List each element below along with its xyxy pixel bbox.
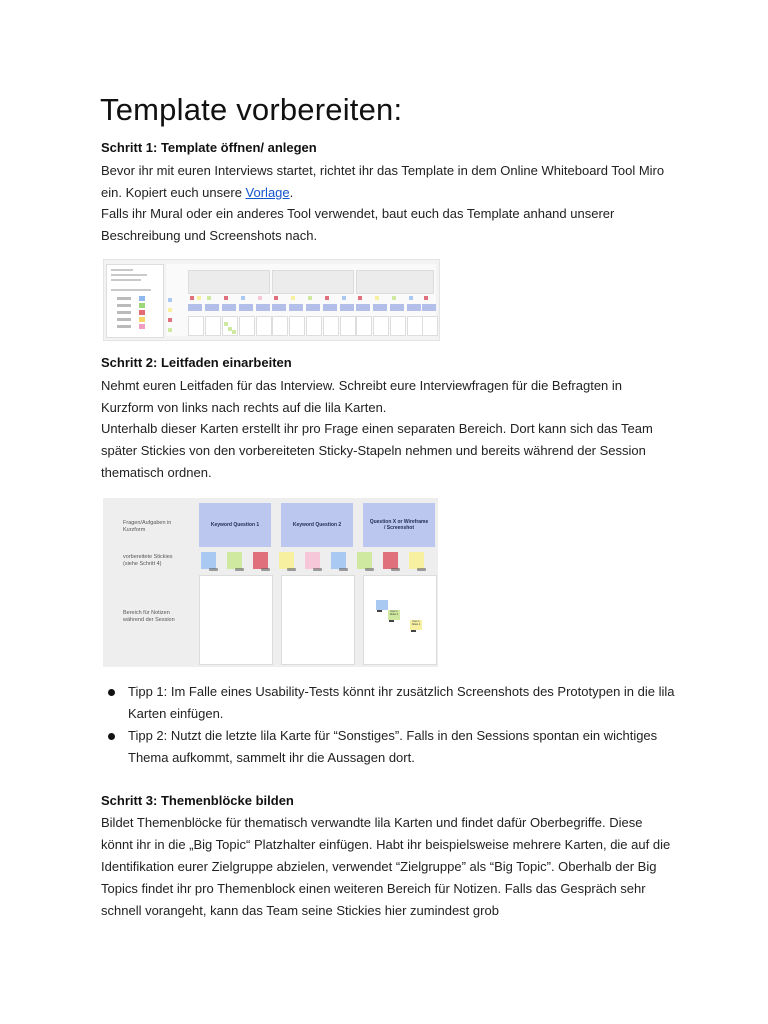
step1-text-b: . [289, 185, 294, 200]
step2-paragraph-1: Nehmt euren Leitfaden für das Interview. Schreibt eure Interviewfragen für die Befragten in Kurzform von links nach rechts auf die lila Karten. [101, 378, 623, 415]
notes-area-1 [199, 575, 273, 665]
row-label-notes: Bereich für Notizen während der Session [123, 610, 175, 623]
template-link[interactable]: Vorlage [245, 185, 290, 200]
list-item: Tipp 1: Im Falle eines Usability-Tests könnt ihr zusätzlich Screenshots des Prototypen in die lila Karten einfügen. [101, 681, 676, 725]
list-item: Tipp 2: Nutzt die letzte lila Karte für “Sonstiges”. Falls in den Sessions spontan ein wichtiges Thema aufkommt, sammelt ihr die Aussagen dort. [101, 725, 676, 769]
mini-sticky: User 1 Notes 1 [410, 620, 422, 630]
screenshot-sidebar [106, 264, 164, 338]
screenshot-board [166, 264, 436, 336]
template-screenshot-detail [103, 498, 438, 667]
sticky-stack [253, 552, 268, 569]
step3-paragraph-1: Bildet Themenblöcke für thematisch verwandte lila Karten und findet dafür Oberbegriffe. Diese könnt ihr in die „Big Topic“ Platzhalter einfügen. Habt ihr beispielsweise mehrere Karten, die auf die Identifikation eurer Zielgruppe abzielen, verwendet “Zielgruppe” als “Big Topic”. Oberhalb der Big Topics findet ihr pro Themenblock einen weiteren Bereich für Notizen. Falls das Gespräch sehr schnell vorangeht, kann das Team seine Stickies hier zumindest grob [101, 815, 671, 918]
mini-sticky [376, 600, 388, 610]
question-card-3: Question X or Wireframe / Screenshot [363, 503, 435, 547]
notes-area-2 [281, 575, 355, 665]
notes-area-3 [363, 575, 437, 665]
sticky-stack [279, 552, 294, 569]
bullet-icon [108, 689, 115, 696]
page-title: Template vorbereiten: [100, 92, 403, 127]
step3-heading: Schritt 3: Themenblöcke bilden [101, 793, 294, 808]
bullet-icon [108, 733, 115, 740]
sticky-stack [305, 552, 320, 569]
tips-list [101, 681, 676, 769]
question-card-2: Keyword Question 2 [281, 503, 353, 547]
mini-sticky: User 1 Notes 1 [388, 610, 400, 620]
sticky-stack [227, 552, 242, 569]
step2-paragraph-2: Unterhalb dieser Karten erstellt ihr pro Frage einen separaten Bereich. Dort kann sich das Team später Stickies von den vorbereiteten Sticky-Stapeln nehmen und bereits während der Session thematisch ordnen. [101, 421, 653, 480]
step2-heading: Schritt 2: Leitfaden einarbeiten [101, 355, 292, 370]
step1-heading: Schritt 1: Template öffnen/ anlegen [101, 140, 317, 155]
row-label-stickies: vorbereitete Stickies (siehe Schritt 4) [123, 554, 173, 567]
sticky-stack [357, 552, 372, 569]
question-card-1: Keyword Question 1 [199, 503, 271, 547]
sticky-stack [201, 552, 216, 569]
sticky-stack [383, 552, 398, 569]
row-label-questions: Fragen/Aufgaben in Kurzform [123, 520, 172, 533]
step1-paragraph-1 [101, 160, 676, 204]
sticky-stack [331, 552, 346, 569]
template-screenshot-overview [103, 259, 440, 341]
sticky-stack [409, 552, 424, 569]
step1-paragraph-2: Falls ihr Mural oder ein anderes Tool verwendet, baut euch das Template anhand unserer Beschreibung und Screenshots nach. [101, 206, 615, 243]
step1-text-a: Bevor ihr mit euren Interviews startet, richtet ihr das Template in dem Online Whiteboard Tool Miro ein. Kopiert euch unsere [101, 163, 665, 200]
